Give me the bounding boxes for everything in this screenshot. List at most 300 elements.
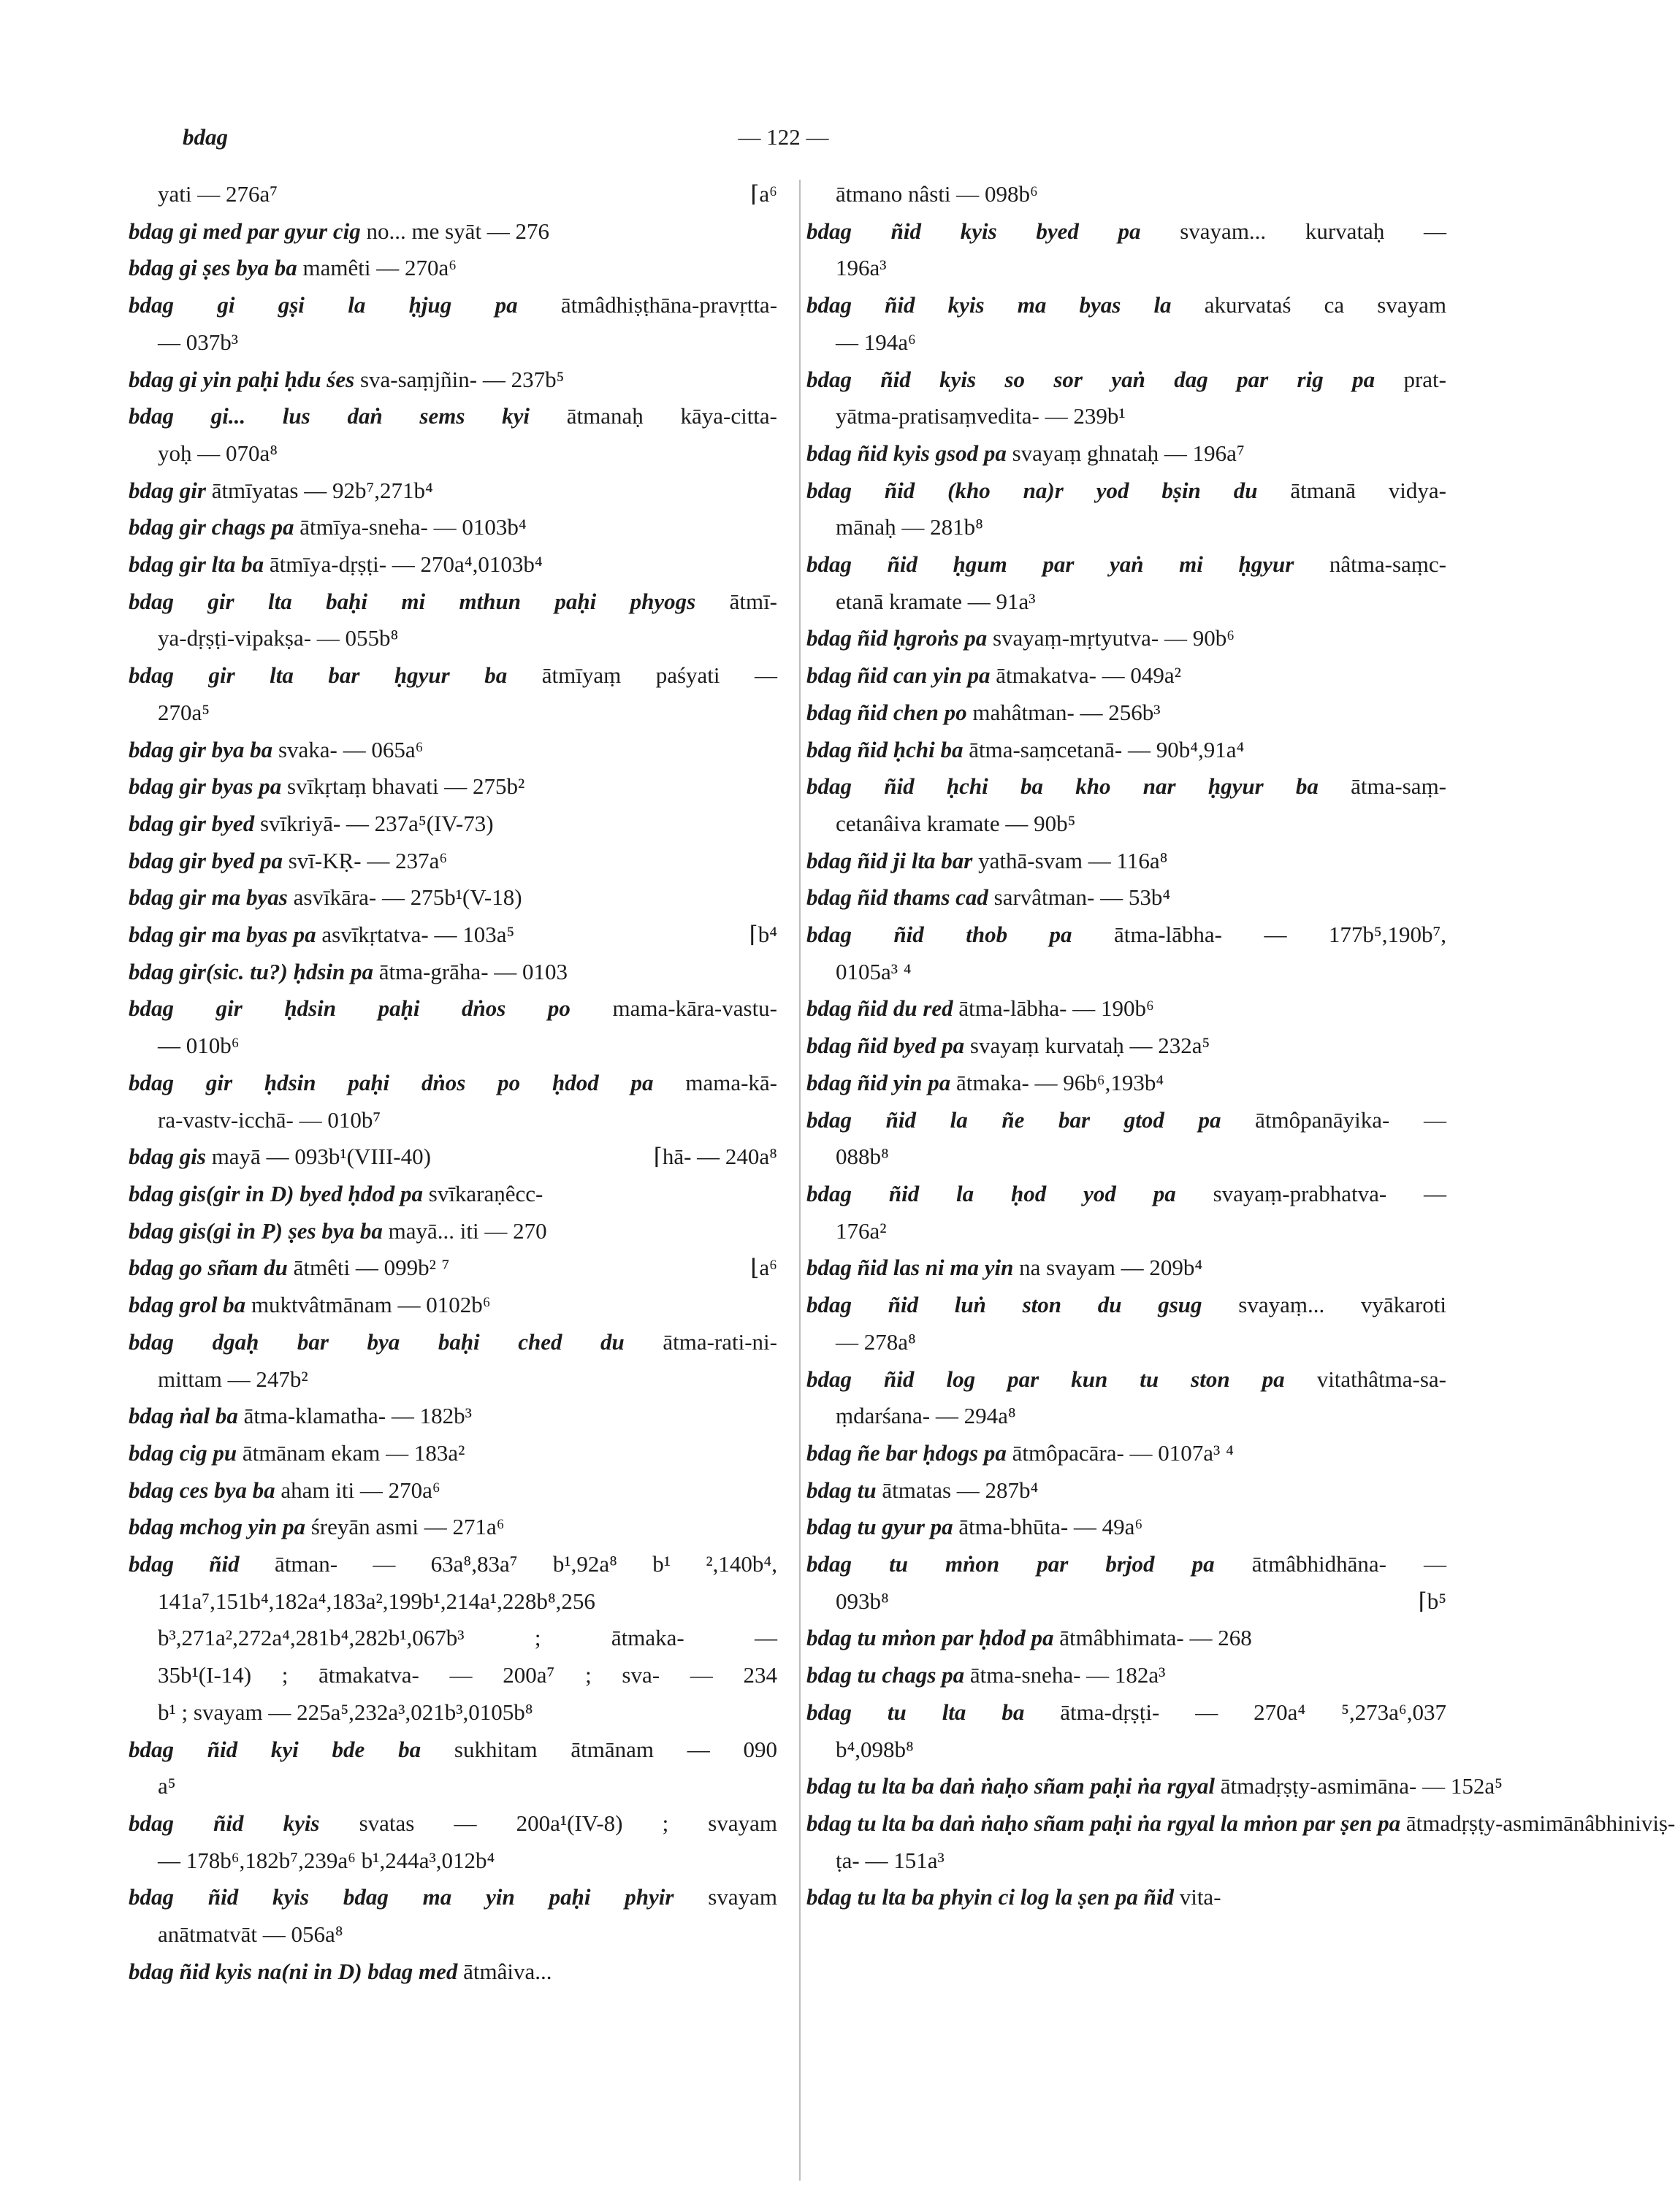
dictionary-entry: [129, 1287, 777, 1324]
definition-text: ātmakatva- — 049a²: [996, 662, 1181, 689]
definition-text: mahâtman- — 256b³: [972, 699, 1161, 725]
entry-line: [806, 916, 1446, 954]
dictionary-entry: [129, 250, 777, 287]
dictionary-entry: [806, 1065, 1446, 1102]
entry-line: [806, 1842, 1446, 1880]
headword: bdag ñid ḥchi ba kho nar ḥgyur ba: [806, 773, 1319, 800]
headword: bdag tu lta ba daṅ ṅaḥo sñam paḥi ṅa rgyal la mṅon par ṣen pa: [806, 1810, 1401, 1836]
entry-line: [806, 1324, 1446, 1361]
definition-text: ātmâbhimata- — 268: [1059, 1625, 1252, 1651]
definition-text: 176a²: [836, 1217, 887, 1244]
dictionary-entry: [129, 287, 777, 361]
headword: bdag ñid (kho na)r yod bṣin du: [806, 477, 1258, 503]
headword: bdag cig pu: [129, 1439, 237, 1466]
headword: bdag go sñam du: [129, 1255, 288, 1281]
definition-text: prat-: [1403, 366, 1446, 392]
column-divider: [799, 180, 801, 2181]
dictionary-entry: [129, 1509, 777, 1546]
entry-line: [806, 1472, 1446, 1509]
margin-note: ⌈a⁶: [750, 181, 777, 207]
dictionary-entry: [806, 1879, 1446, 1916]
entry-line: [806, 768, 1446, 805]
entry-line: [806, 1213, 1446, 1250]
entry-line: [129, 805, 777, 843]
left-column: [129, 176, 777, 1990]
dictionary-entry: [806, 1694, 1446, 1768]
definition-text: mittam — 247b²: [158, 1366, 308, 1392]
entry-line: [806, 1879, 1446, 1916]
headword: bdag gir byed pa: [129, 847, 283, 873]
definition-text: b³,271a²,272a⁴,281b⁴,282b¹,067b³ ; ātmaka- —: [158, 1625, 777, 1651]
definition-text: yātma-pratisaṃvedita- — 239b¹: [836, 403, 1126, 429]
definition-text: ātmīyatas — 92b⁷,271b⁴: [211, 477, 433, 503]
dictionary-entry: [129, 657, 777, 731]
definition-text: sva-saṃjñin- — 237b⁵: [359, 366, 565, 392]
entry-line: [129, 1694, 777, 1731]
dictionary-entry: [806, 768, 1446, 842]
entry-line: [129, 879, 777, 916]
definition-text: mama-kā-: [685, 1069, 778, 1095]
headword: bdag gis(gir in D) byed ḥdod pa: [129, 1180, 423, 1206]
dictionary-entry: [806, 472, 1446, 546]
dictionary-entry: [806, 1176, 1446, 1249]
headword: bdag ñid kyis na(ni in D) bdag med: [129, 1958, 458, 1984]
definition-text: mama-kāra-vastu-: [612, 995, 778, 1022]
definition-text: ṭa- — 151a³: [836, 1847, 945, 1873]
definition-text: na svayam — 209b⁴: [1019, 1255, 1203, 1281]
dictionary-entry: [129, 732, 777, 769]
headword: bdag ñid can yin pa: [806, 662, 991, 689]
entry-line: [129, 1620, 777, 1657]
headword: bdag dgaḥ bar bya baḥi ched du: [129, 1328, 625, 1355]
dictionary-entry: [806, 1361, 1446, 1435]
dictionary-entry: [129, 213, 777, 250]
definition-text: ātma-bhūta- — 49a⁶: [958, 1514, 1143, 1540]
entry-line: [806, 805, 1446, 843]
entry-line: [806, 1583, 1446, 1620]
dictionary-entry: [806, 1435, 1446, 1472]
headword: bdag gi ṣes bya ba: [129, 255, 297, 281]
headword: bdag gi... lus daṅ sems kyi: [129, 403, 530, 429]
definition-text: mayā... iti — 270: [388, 1217, 547, 1244]
definition-text: svīkṛtaṃ bhavati — 275b²: [287, 773, 525, 800]
dictionary-entry: [806, 1027, 1446, 1065]
headword: bdag ñid kyis ma byas la: [806, 292, 1172, 318]
headword: bdag gir ḥdsin paḥi dṅos po ḥdod pa: [129, 1069, 654, 1095]
entry-line: [129, 1546, 777, 1583]
entry-line: [806, 1027, 1446, 1065]
entry-line: [129, 1249, 777, 1287]
definition-text: mānaḥ — 281b⁸: [836, 514, 983, 540]
definition-text: svī-KṚ- — 237a⁶: [288, 847, 448, 873]
headword: bdag gir ma byas pa: [129, 922, 316, 948]
right-column: [806, 176, 1675, 1916]
definition-text: svīkriyā- — 237a⁵(IV-73): [259, 810, 494, 836]
entry-line: [806, 1620, 1446, 1657]
definition-text: — 278a⁸: [836, 1328, 916, 1355]
dictionary-entry: [806, 1805, 1675, 1879]
definition-text: sukhitam ātmānam — 090: [454, 1736, 778, 1762]
definition-text: svayaṃ... vyākaroti: [1238, 1292, 1447, 1318]
entry-line: [806, 1657, 1446, 1694]
dictionary-entry: [129, 768, 777, 805]
dictionary-entry: [129, 990, 777, 1064]
dictionary-entry: [806, 732, 1446, 769]
headword: bdag gi med par gyur cig: [129, 218, 361, 244]
dictionary-entry: [806, 1287, 1446, 1361]
headword: bdag ñid kyis bdag ma yin paḥi phyir: [129, 1884, 674, 1910]
entry-line: [129, 1731, 777, 1769]
headword: bdag gi gṣi la ḥjug pa: [129, 292, 518, 318]
definition-text: 141a⁷,151b⁴,182a⁴,183a²,199b¹,214a¹,228b⁸,256: [158, 1588, 595, 1614]
definition-text: svatas — 200a¹(IV-8) ; svayam: [359, 1810, 777, 1836]
headword: bdag ñid ḥgum par yaṅ mi ḥgyur: [806, 551, 1294, 578]
entry-line: [129, 1138, 777, 1176]
entry-line: [806, 620, 1446, 657]
headword: bdag ñid la ñe bar gtod pa: [806, 1106, 1221, 1133]
definition-text: etanā kramate — 91a³: [836, 588, 1036, 614]
dictionary-entry: [806, 176, 1446, 213]
headword: bdag gir lta baḥi mi mthun paḥi phyogs: [129, 588, 696, 614]
entry-line: [806, 213, 1446, 250]
headword: bdag ñid thams cad: [806, 884, 988, 911]
entry-line: [129, 361, 777, 399]
dictionary-entry: [806, 916, 1446, 990]
entry-line: [129, 1102, 777, 1139]
definition-text: mamêti — 270a⁶: [302, 255, 457, 281]
definition-text: ātmīyaṃ paśyati —: [541, 662, 777, 689]
dictionary-entry: [806, 1249, 1446, 1287]
definition-text: ātmâiva...: [463, 1958, 552, 1984]
definition-text: 093b⁸: [836, 1588, 889, 1614]
headword: bdag tu mṅon par ḥdod pa: [806, 1625, 1054, 1651]
entry-line: [806, 990, 1446, 1027]
definition-text: asvīkāra- — 275b¹(V-18): [293, 884, 522, 911]
entry-line: [129, 1287, 777, 1324]
dictionary-entry: [129, 509, 777, 546]
headword: bdag ñid: [129, 1551, 240, 1577]
entry-line: [129, 1879, 777, 1916]
definition-text: ātmī-: [729, 588, 777, 614]
definition-text: 0105a³ ⁴: [836, 958, 912, 984]
dictionary-entry: [129, 1176, 777, 1213]
entry-line: [129, 176, 777, 213]
definition-text: 35b¹(I-14) ; ātmakatva- — 200a⁷ ; sva- — 234: [158, 1662, 777, 1688]
entry-line: [806, 546, 1446, 583]
entry-line: [806, 1805, 1675, 1842]
definition-text: ātma-lābha- — 177b⁵,190b⁷,: [1113, 922, 1447, 948]
dictionary-entry: [129, 805, 777, 843]
headword: bdag gi yin paḥi ḥdu śes: [129, 366, 355, 392]
definition-text: vitathâtma-sa-: [1316, 1366, 1446, 1392]
dictionary-entry: [806, 1509, 1446, 1546]
entry-line: [129, 1583, 777, 1620]
dictionary-entry: [129, 1138, 777, 1176]
dictionary-entry: [129, 1546, 777, 1731]
definition-text: no... me syāt — 276: [366, 218, 550, 244]
definition-text: — 178b⁶,182b⁷,239a⁶ b¹,244a³,012b⁴: [158, 1847, 495, 1873]
definition-text: ātma-saṃcetanā- — 90b⁴,91a⁴: [969, 736, 1245, 762]
margin-note: ⌊a⁶: [750, 1255, 777, 1281]
definition-text: ātmano nâsti — 098b⁶: [836, 181, 1038, 207]
dictionary-entry: [129, 546, 777, 583]
entry-line: [129, 1916, 777, 1953]
entry-line: [129, 1509, 777, 1546]
definition-text: ātmīya-sneha- — 0103b⁴: [299, 514, 527, 540]
definition-text: ātmīya-dṛṣṭi- — 270a⁴,0103b⁴: [269, 551, 543, 578]
headword: bdag ñid las ni ma yin: [806, 1255, 1014, 1281]
headword: bdag tu gyur pa: [806, 1514, 953, 1540]
headword: bdag ñid la ḥod yod pa: [806, 1180, 1176, 1206]
entry-line: [806, 1509, 1446, 1546]
entry-line: [806, 657, 1446, 694]
definition-text: ātma-rati-ni-: [663, 1328, 777, 1355]
dictionary-entry: [129, 1879, 777, 1953]
headword: bdag gir ḥdsin paḥi dṅos po: [129, 995, 571, 1022]
entry-line: [806, 694, 1446, 732]
dictionary-entry: [129, 361, 777, 399]
headword: bdag tu lta ba: [806, 1699, 1025, 1725]
entry-line: [129, 620, 777, 657]
dictionary-entry: [129, 1435, 777, 1472]
definition-text: ātma-klamatha- — 182b³: [243, 1403, 472, 1429]
entry-line: [129, 1065, 777, 1102]
dictionary-entry: [129, 1953, 777, 1991]
entry-line: [129, 213, 777, 250]
dictionary-entry: [806, 694, 1446, 732]
dictionary-entry: [129, 176, 777, 213]
dictionary-entry: [129, 398, 777, 472]
entry-line: [129, 657, 777, 694]
dictionary-entry: [806, 1546, 1446, 1620]
entry-line: [806, 361, 1446, 399]
headword: bdag gir: [129, 477, 206, 503]
headword: bdag gir byas pa: [129, 773, 282, 800]
definition-text: ātmanaḥ kāya-citta-: [566, 403, 777, 429]
headword: bdag mchog yin pa: [129, 1514, 305, 1540]
dictionary-entry: [806, 843, 1446, 880]
headword: bdag ñid ji lta bar: [806, 847, 973, 873]
dictionary-entry: [129, 1249, 777, 1287]
entry-line: [806, 1287, 1446, 1324]
definition-text: svayam... kurvataḥ —: [1180, 218, 1447, 244]
dictionary-entry: [806, 1102, 1446, 1176]
entry-line: [806, 1768, 1503, 1805]
headword: bdag tu: [806, 1477, 877, 1503]
entry-line: [806, 583, 1446, 621]
definition-text: nâtma-saṃc-: [1329, 551, 1446, 578]
dictionary-entry: [129, 879, 777, 916]
headword: bdag grol ba: [129, 1292, 246, 1318]
entry-line: [129, 1435, 777, 1472]
headword: bdag gir ma byas: [129, 884, 288, 911]
definition-text: mayā — 093b¹(VIII-40): [211, 1144, 431, 1170]
entry-line: [806, 1361, 1446, 1398]
dictionary-entry: [806, 620, 1446, 657]
entry-line: [806, 1065, 1446, 1102]
definition-text: akurvataś ca svayam: [1204, 292, 1446, 318]
headword: bdag tu lta ba phyin ci log la ṣen pa ñid: [806, 1884, 1174, 1910]
entry-line: [806, 954, 1446, 991]
entry-line: [129, 1213, 777, 1250]
entry-line: [806, 398, 1446, 435]
headword: bdag gir lta ba: [129, 551, 264, 578]
dictionary-entry: [806, 879, 1446, 916]
entry-line: [129, 398, 777, 435]
definition-text: ātmanā vidya-: [1290, 477, 1447, 503]
definition-text: — 194a⁶: [836, 329, 916, 355]
definition-text: ātmôpanāyika- —: [1255, 1106, 1446, 1133]
margin-note: ⌈hā- — 240a⁸: [653, 1144, 777, 1170]
definition-text: ṃdarśana- — 294a⁸: [836, 1403, 1016, 1429]
definition-text: — 010b⁶: [158, 1033, 240, 1059]
entry-line: [129, 1657, 777, 1694]
definition-text: b¹ ; svayam — 225a⁵,232a³,021b³,0105b⁸: [158, 1699, 533, 1725]
definition-text: asvīkṛtatva- — 103a⁵: [321, 922, 515, 948]
headword: bdag ñid kyis so sor yaṅ dag par rig pa: [806, 366, 1376, 392]
definition-text: ya-dṛṣṭi-vipakṣa- — 055b⁸: [158, 625, 399, 651]
definition-text: b⁴,098b⁸: [836, 1736, 914, 1762]
entry-line: [129, 287, 777, 324]
entry-line: [129, 324, 777, 361]
entry-line: [129, 1472, 777, 1509]
definition-text: anātmatvāt — 056a⁸: [158, 1921, 343, 1948]
definition-text: ātma-dṛṣṭi- — 270a⁴ ⁵,273a⁶,037: [1060, 1699, 1446, 1725]
headword: bdag gir bya ba: [129, 736, 273, 762]
headword: bdag ñid kyis gsod pa: [806, 440, 1007, 466]
dictionary-entry: [129, 954, 777, 991]
headword: bdag ñid du red: [806, 995, 953, 1022]
headword: bdag ṅal ba: [129, 1403, 238, 1429]
definition-text: svayaṃ ghnataḥ — 196a⁷: [1012, 440, 1245, 466]
entry-line: [806, 1176, 1446, 1213]
running-head: bdag: [183, 124, 228, 150]
entry-line: [129, 1805, 777, 1842]
dictionary-entry: [129, 1213, 777, 1250]
definition-text: ātmâbhidhāna- —: [1251, 1551, 1447, 1577]
definition-text: svayaṃ-prabhatva- —: [1213, 1180, 1447, 1206]
definition-text: svaka- — 065a⁶: [278, 736, 424, 762]
headword: bdag gis(gi in P) ṣes bya ba: [129, 1217, 383, 1244]
entry-line: [129, 1027, 777, 1065]
entry-line: [806, 1731, 1446, 1769]
definition-text: ātman- — 63a⁸,83a⁷ b¹,92a⁸ b¹ ²,140b⁴,: [274, 1551, 777, 1577]
definition-text: yati — 276a⁷: [158, 181, 278, 207]
definition-text: ra-vastv-icchā- — 010b⁷: [158, 1106, 381, 1133]
definition-text: ātma-grāha- — 0103: [378, 958, 568, 984]
definition-text: svīkaraṇêcc-: [428, 1180, 543, 1206]
entry-line: [806, 435, 1446, 472]
dictionary-entry: [806, 435, 1446, 472]
dictionary-entry: [129, 1398, 777, 1435]
entry-line: [806, 843, 1446, 880]
dictionary-entry: [806, 287, 1446, 361]
entry-line: [806, 1398, 1446, 1435]
headword: bdag ñid ḥgroṅs pa: [806, 625, 988, 651]
dictionary-entry: [129, 1065, 777, 1138]
definition-text: vita-: [1179, 1884, 1221, 1910]
entry-line: [806, 732, 1446, 769]
margin-note: ⌈b⁵: [1418, 1588, 1446, 1614]
definition-text: ātma-saṃ-: [1351, 773, 1446, 800]
headword: bdag ñid thob pa: [806, 922, 1072, 948]
dictionary-entry: [129, 843, 777, 880]
definition-text: ātmôpacāra- — 0107a³ ⁴: [1012, 1439, 1234, 1466]
headword: bdag ñid byed pa: [806, 1033, 965, 1059]
definition-text: sarvâtman- — 53b⁴: [993, 884, 1171, 911]
definition-text: yoḥ — 070a⁸: [158, 440, 278, 466]
headword: bdag ñid kyis: [129, 1810, 320, 1836]
entry-line: [806, 1138, 1446, 1176]
headword: bdag ñid yin pa: [806, 1069, 951, 1095]
dictionary-entry: [129, 1472, 777, 1509]
dictionary-entry: [806, 1472, 1446, 1509]
headword: bdag ñid luṅ ston du gsug: [806, 1292, 1202, 1318]
entry-line: [129, 694, 777, 732]
entry-line: [129, 583, 777, 621]
headword: bdag ñid chen po: [806, 699, 967, 725]
definition-text: śreyān asmi — 271a⁶: [310, 1514, 505, 1540]
headword: bdag ces bya ba: [129, 1477, 275, 1503]
entry-line: [129, 1176, 777, 1213]
entry-line: [129, 916, 777, 954]
dictionary-entry: [806, 213, 1446, 287]
definition-text: yathā-svam — 116a⁸: [978, 847, 1168, 873]
headword: bdag gir chags pa: [129, 514, 294, 540]
definition-text: svayam: [708, 1884, 777, 1910]
entry-line: [129, 768, 777, 805]
entry-line: [806, 324, 1446, 361]
entry-line: [806, 1249, 1446, 1287]
entry-line: [129, 250, 777, 287]
dictionary-entry: [806, 1768, 1503, 1805]
entry-line: [129, 954, 777, 991]
definition-text: ātmaka- — 96b⁶,193b⁴: [955, 1069, 1164, 1095]
entry-line: [806, 472, 1446, 510]
entry-line: [129, 1953, 777, 1991]
definition-text: 088b⁸: [836, 1144, 889, 1170]
entry-line: [806, 509, 1446, 546]
entry-line: [806, 1102, 1446, 1139]
definition-text: ātma-lābha- — 190b⁶: [958, 995, 1154, 1022]
entry-line: [129, 990, 777, 1027]
entry-line: [129, 1842, 777, 1880]
entry-line: [806, 176, 1446, 213]
entry-line: [129, 546, 777, 583]
margin-note: ⌈b⁴: [749, 922, 777, 948]
headword: bdag gir(sic. tu?) ḥdsin pa: [129, 958, 374, 984]
headword: bdag gir byed: [129, 810, 255, 836]
definition-text: ātma-sneha- — 182a³: [969, 1662, 1166, 1688]
headword: bdag tu chags pa: [806, 1662, 965, 1688]
entry-line: [806, 250, 1446, 287]
definition-text: svayaṃ kurvataḥ — 232a⁵: [969, 1033, 1210, 1059]
entry-line: [129, 1361, 777, 1398]
dictionary-entry: [129, 472, 777, 510]
dictionary-entry: [806, 361, 1446, 435]
dictionary-entry: [129, 916, 777, 954]
entry-line: [806, 1435, 1446, 1472]
definition-text: ātmadṛṣṭy-asmimāna- — 152a⁵: [1220, 1773, 1503, 1799]
dictionary-entry: [806, 990, 1446, 1027]
definition-text: muktvâtmānam — 0102b⁶: [251, 1292, 491, 1318]
entry-line: [129, 509, 777, 546]
entry-line: [129, 732, 777, 769]
headword: bdag gis: [129, 1144, 206, 1170]
definition-text: 270a⁵: [158, 699, 210, 725]
headword: bdag tu mṅon par brjod pa: [806, 1551, 1215, 1577]
headword: bdag ñid kyis byed pa: [806, 218, 1141, 244]
